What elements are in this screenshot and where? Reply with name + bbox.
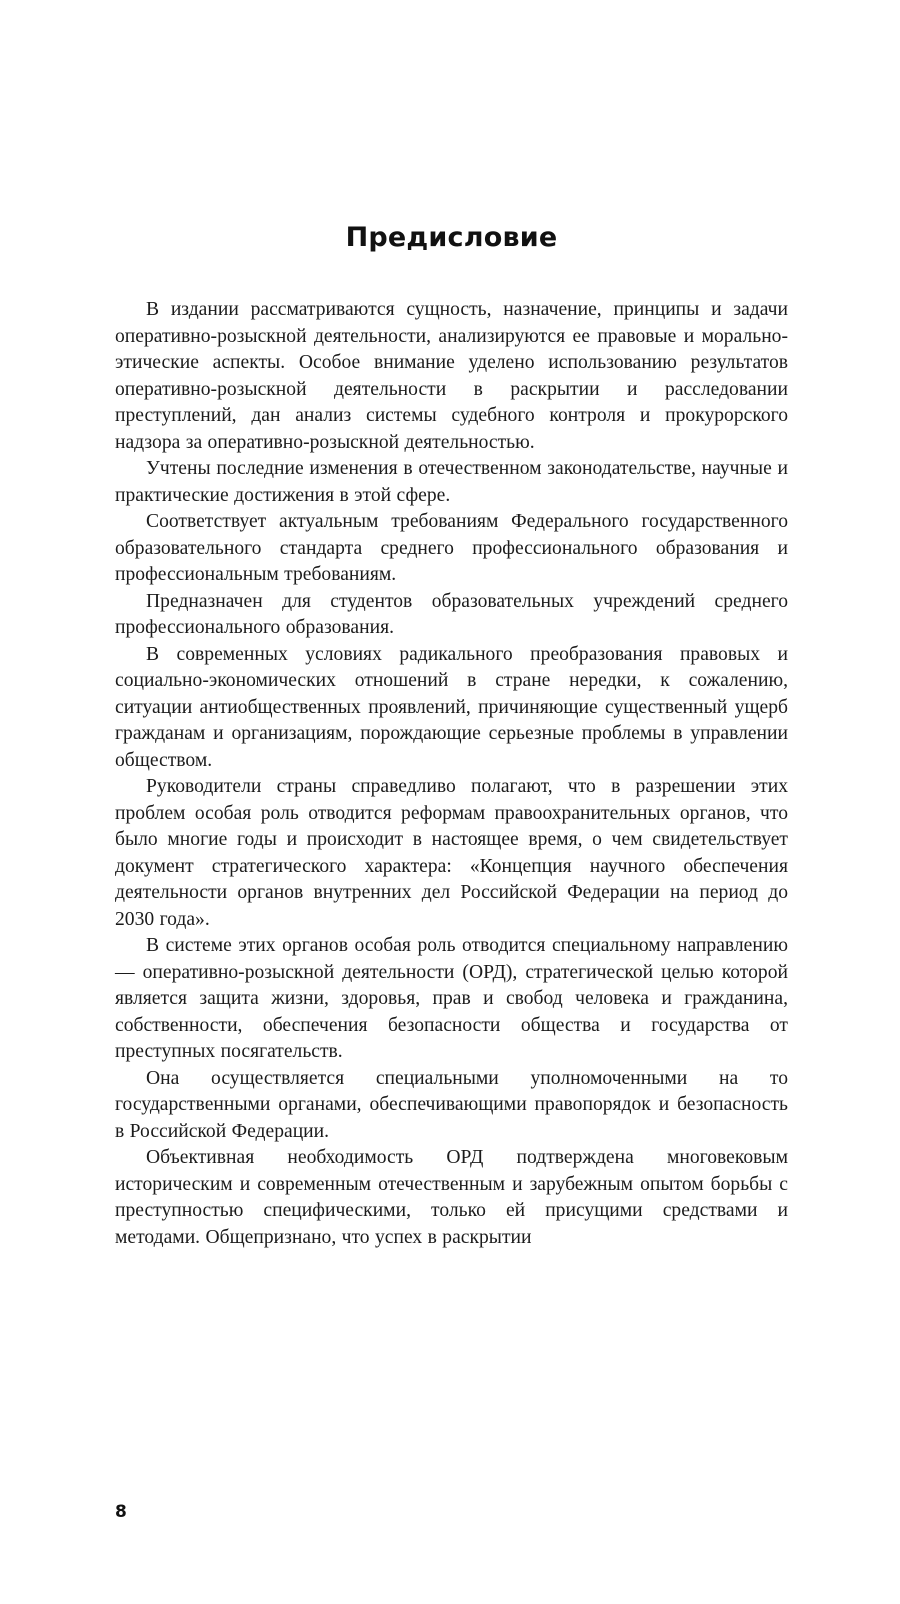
body-text	[115, 297, 788, 1251]
paragraph: Она осуществляется специальными уполномоченными на то государственными органами, обеспечивающими правопорядок и безопасность в Российской Федерации.	[115, 1067, 788, 1142]
paragraph: В издании рассматриваются сущность, назначение, принципы и задачи оперативно-розыскной деятельности, анализируются ее правовые и морально-этические аспекты. Особое внимание уделено использованию результатов оперативно-розыскной деятельности в раскрытии и расследовании преступлений, дан анализ системы судебного контроля и прокурорского надзора за оперативно-розыскной деятельностью.	[115, 299, 788, 453]
paragraph: Предназначен для студентов образовательных учреждений среднего профессионального образования.	[115, 590, 788, 639]
paragraph: В современных условиях радикального преобразования правовых и социально-экономических отношений в стране нередки, к сожалению, ситуации антиобщественных проявлений, причиняющие существенный ущерб гражданам и организациям, порождающие серьезные проблемы в управлении обществом.	[115, 643, 788, 771]
book-page	[0, 222, 900, 1604]
page-number: 8	[115, 1502, 127, 1522]
paragraph: Руководители страны справедливо полагают, что в разрешении этих проблем особая роль отводится реформам правоохранительных органов, что было многие годы и происходит в настоящее время, о чем свидетельствует документ стратегического характера: «Концепция научного обеспечения деятельности органов внутренних дел Российской Федерации на период до 2030 года».	[115, 776, 788, 930]
paragraph: Учтены последние изменения в отечественном законодательстве, научные и практические достижения в этой сфере.	[115, 458, 788, 506]
paragraph: В системе этих органов особая роль отводится специальному направлению — оперативно-розыскной деятельности (ОРД), стратегической целью которой является защита жизни, здоровья, прав и свобод человека и гражданина, собственности, обеспечения безопасности общества и государства от преступных посягательств.	[115, 935, 788, 1063]
paragraph: Соответствует актуальным требованиям Федерального государственного образовательного стандарта среднего профессионального образования и профессиональным требованиям.	[115, 511, 788, 586]
chapter-title: Предисловие	[345, 222, 558, 253]
paragraph: Объективная необходимость ОРД подтверждена многовековым историческим и современным отечественным и зарубежным опытом борьбы с преступностью специфическими, только ей присущими средствами и методами. Общепризнано, что успех в раскрытии	[115, 1147, 788, 1248]
